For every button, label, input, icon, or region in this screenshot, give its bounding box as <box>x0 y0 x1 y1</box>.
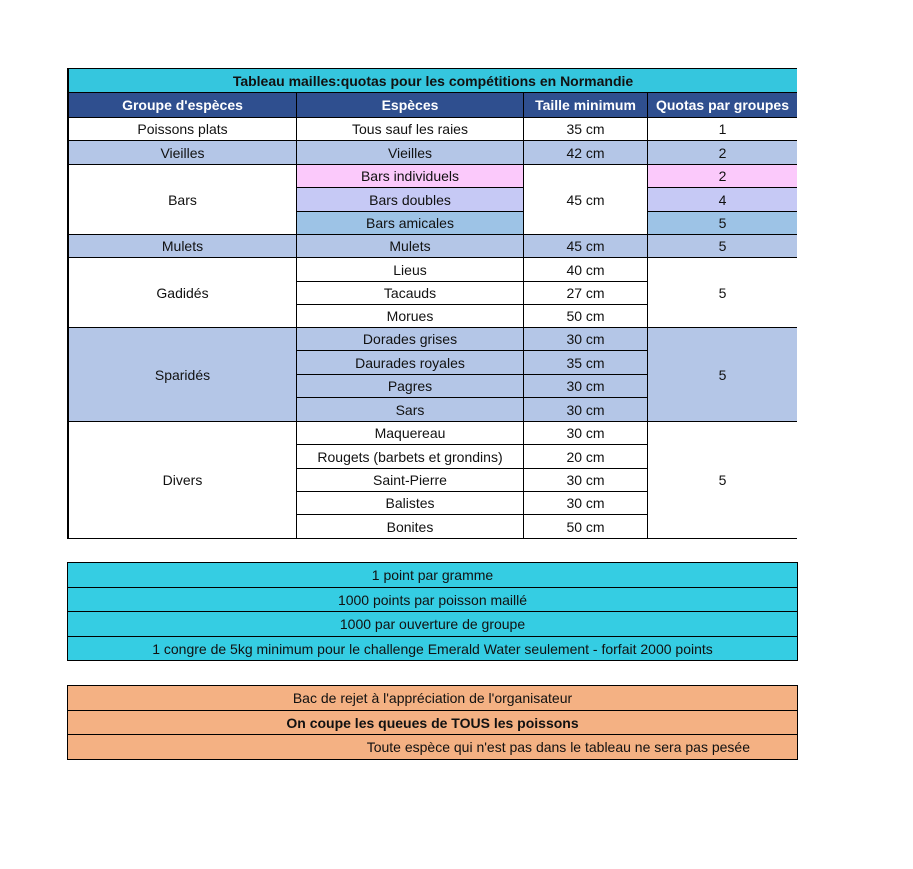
points-line: 1000 points par poisson maillé <box>68 588 797 612</box>
group-mulets: Mulets <box>69 235 297 258</box>
group-poissons-plats: Poissons plats <box>69 118 297 141</box>
size-cell: 45 cm <box>524 165 648 235</box>
size-cell: 30 cm <box>524 375 648 398</box>
header-groupe: Groupe d'espèces <box>69 93 297 118</box>
quota-cell: 5 <box>648 235 797 258</box>
species-table <box>67 68 797 539</box>
group-sparides: Sparidés <box>69 328 297 422</box>
size-cell: 27 cm <box>524 282 648 305</box>
points-line: 1 point par gramme <box>68 563 797 588</box>
group-divers: Divers <box>69 422 297 538</box>
size-cell: 20 cm <box>524 445 648 469</box>
quota-cell: 5 <box>648 258 797 328</box>
header-quotas: Quotas par groupes <box>648 93 797 118</box>
species-cell: Mulets <box>297 235 524 258</box>
species-cell: Maquereau <box>297 422 524 445</box>
species-cell: Bars individuels <box>297 165 524 188</box>
quota-cell: 2 <box>648 165 797 188</box>
species-cell: Pagres <box>297 375 524 398</box>
rule-line: Bac de rejet à l'appréciation de l'organisateur <box>68 686 797 711</box>
header-taille: Taille minimum <box>524 93 648 118</box>
size-cell: 30 cm <box>524 492 648 515</box>
size-cell: 30 cm <box>524 422 648 445</box>
points-line: 1000 par ouverture de groupe <box>68 612 797 637</box>
species-cell: Lieus <box>297 258 524 282</box>
size-cell: 30 cm <box>524 398 648 422</box>
rule-line: Toute espèce qui n'est pas dans le tableau ne sera pas pesée <box>68 735 797 759</box>
size-cell: 45 cm <box>524 235 648 258</box>
size-cell: 42 cm <box>524 141 648 165</box>
quota-cell: 1 <box>648 118 797 141</box>
size-cell: 30 cm <box>524 328 648 351</box>
species-cell: Sars <box>297 398 524 422</box>
header-especes: Espèces <box>297 93 524 118</box>
species-cell: Tous sauf les raies <box>297 118 524 141</box>
species-cell: Morues <box>297 305 524 328</box>
points-box <box>67 562 798 661</box>
group-vieilles: Vieilles <box>69 141 297 165</box>
species-cell: Balistes <box>297 492 524 515</box>
quota-cell: 5 <box>648 212 797 235</box>
points-line: 1 congre de 5kg minimum pour le challenge Emerald Water seulement - forfait 2000 points <box>68 637 797 660</box>
quota-cell: 4 <box>648 188 797 212</box>
group-gadides: Gadidés <box>69 258 297 328</box>
table-title: Tableau mailles:quotas pour les compétitions en Normandie <box>69 69 797 93</box>
species-cell: Rougets (barbets et grondins) <box>297 445 524 469</box>
size-cell: 35 cm <box>524 118 648 141</box>
quota-cell: 5 <box>648 422 797 538</box>
size-cell: 30 cm <box>524 469 648 492</box>
rules-box <box>67 685 798 760</box>
species-cell: Bars amicales <box>297 212 524 235</box>
species-cell: Bars doubles <box>297 188 524 212</box>
species-cell: Tacauds <box>297 282 524 305</box>
quota-cell: 2 <box>648 141 797 165</box>
group-bars: Bars <box>69 165 297 235</box>
species-cell: Daurades royales <box>297 351 524 375</box>
size-cell: 50 cm <box>524 515 648 538</box>
species-cell: Saint-Pierre <box>297 469 524 492</box>
quota-cell: 5 <box>648 328 797 422</box>
species-cell: Vieilles <box>297 141 524 165</box>
size-cell: 50 cm <box>524 305 648 328</box>
rule-line-bold: On coupe les queues de TOUS les poissons <box>68 711 797 735</box>
species-cell: Bonites <box>297 515 524 538</box>
size-cell: 40 cm <box>524 258 648 282</box>
species-cell: Dorades grises <box>297 328 524 351</box>
size-cell: 35 cm <box>524 351 648 375</box>
